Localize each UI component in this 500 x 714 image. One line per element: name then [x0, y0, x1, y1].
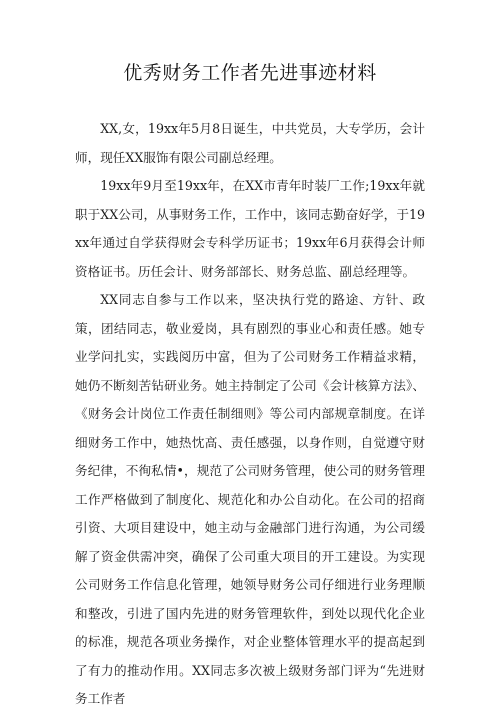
paragraph-personal-info: XX,女，19xx年5月8日诞生，中共党员，大专学历，会计师，现任XX服饰有限公司副总经理。 [75, 121, 425, 165]
document-title: 优秀财务工作者先进事迹材料 [123, 62, 377, 84]
paragraph-work-history: 19xx年9月至19xx年，在XX市青年时装厂工作;19xx年就职于XX公司，从事财务工作，工作中，该同志勤奋好学，于19xx年通过自学获得财会专科学历证书；19xx年6月获得会计师资格证书。历任会计、财务部部长、财务总监、副总经理等。 [75, 178, 425, 279]
paragraph-achievements: XX同志自参与工作以来，坚决执行党的路途、方针、政策，团结同志，敬业爱岗，具有剧烈的事业心和责任感。她专业学问扎实，实践阅历中富，但为了公司财务工作精益求精，她仍不断刻苦钻研业务。她主持制定了公司《会计核算方法》、《财务会计岗位工作责任制细则》等公司内部规章制度。在详细财务工作中，她热忱高、责任感强，以身作则，自觉遵守财务纪律，不徇私情•，规范了公司财务管理，使公司的财务管理工作严格做到了制度化、规范化和办公自动化。在公司的招商引资、大项目建设中，她主动与金融部门进行沟通，为公司缓解了资金供需冲突，确保了公司重大项目的开工建设。为实现公司财务工作信息化管理，她领导财务公司仔细进行业务理顺和整改，引进了国内先进的财务管理软件，到处以现代化企业的标准，规范各项业务操作，对企业整体管理水平的提高起到了有力的推动作用。XX同志多次被上级财务部门评为“先进财务工作者 [75, 292, 425, 706]
document-body [75, 115, 425, 714]
